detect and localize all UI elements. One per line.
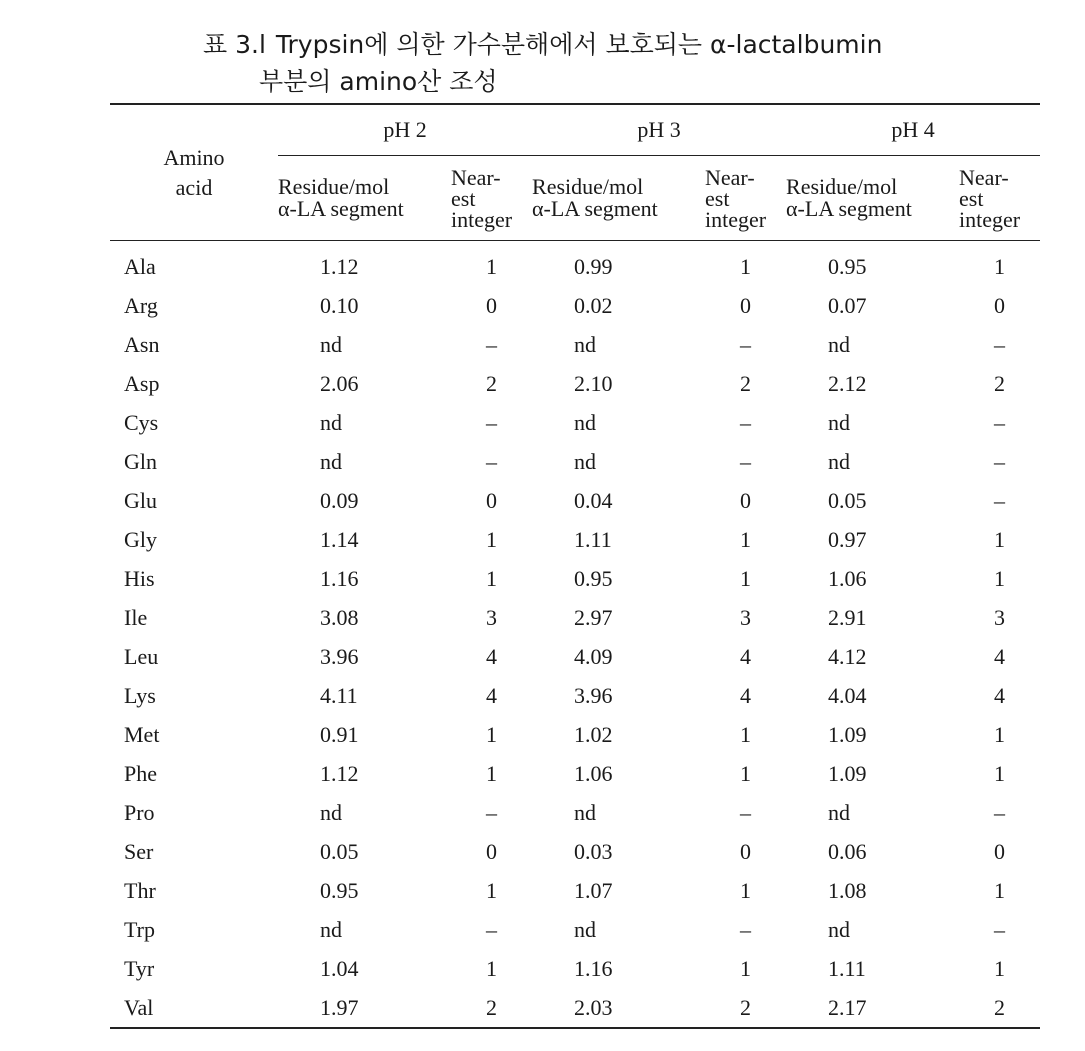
ph2-residue-value: nd	[320, 916, 342, 942]
ph4-residue-value: 4.12	[828, 643, 867, 669]
amino-acid-name: Ile	[124, 604, 148, 630]
ph3-integer-value: 2	[705, 988, 786, 1028]
table-row	[110, 559, 1040, 598]
ph3-residue-value: nd	[574, 916, 597, 942]
table-row	[110, 325, 1040, 364]
ph2-integer-value: –	[486, 409, 497, 435]
table-row	[110, 715, 1040, 754]
amino-acid-name: Leu	[124, 643, 159, 669]
ph4-residue-value: 2.17	[786, 988, 959, 1028]
table-caption	[203, 26, 882, 100]
table-row	[110, 481, 1040, 520]
header-group-row	[110, 104, 1040, 156]
amino-acid-name: Asn	[124, 331, 160, 357]
table-row	[110, 676, 1040, 715]
ph2-integer-value: 0	[486, 292, 497, 318]
ph3-integer-value: –	[740, 799, 752, 825]
ph3-residue-value: 2.03	[532, 988, 705, 1028]
ph4-residue-value: nd	[828, 799, 851, 825]
ph2-nearest-integer-header: Near- est integer	[451, 156, 532, 241]
ph4-integer-value: 4	[994, 643, 1006, 669]
ph4-residue-value: 1.09	[828, 721, 867, 747]
table-row	[110, 754, 1040, 793]
ph2-residue-value: nd	[320, 331, 342, 357]
ph3-integer-value: –	[740, 448, 752, 474]
ph4-integer-value: –	[994, 331, 1006, 357]
table-body	[110, 241, 1040, 1029]
ph4-residue-value: 2.91	[828, 604, 867, 630]
ph4-integer-value: 1	[994, 760, 1006, 786]
ph4-integer-value: 1	[994, 253, 1006, 279]
ph4-integer-value: 4	[994, 682, 1006, 708]
table-row	[110, 988, 1040, 1028]
ph3-integer-value: 1	[740, 721, 752, 747]
ph3-residue-value: nd	[574, 799, 597, 825]
ph2-residue-value: 1.12	[320, 253, 359, 279]
ph2-integer-value: –	[486, 448, 497, 474]
ph3-integer-value: 4	[740, 643, 752, 669]
ph4-residue-value: 4.04	[828, 682, 867, 708]
ph4-integer-value: 1	[994, 565, 1006, 591]
amino-acid-name: His	[124, 565, 155, 591]
amino-acid-name: Asp	[124, 370, 160, 396]
ph2-residue-value: 0.95	[320, 877, 359, 903]
ph3-integer-value: 1	[740, 565, 752, 591]
amino-acid-name: Cys	[124, 409, 159, 435]
ph2-integer-value: 1	[486, 877, 497, 903]
ph4-integer-value: 0	[994, 838, 1006, 864]
ph3-integer-value: 3	[740, 604, 752, 630]
table-row	[110, 403, 1040, 442]
ph3-integer-value: 0	[740, 838, 752, 864]
ph2-residue-value: 2.06	[320, 370, 359, 396]
ph2-residue-value: 1.97	[278, 988, 451, 1028]
table-header	[110, 104, 1040, 241]
ph3-integer-value: 4	[740, 682, 752, 708]
ph4-integer-value: 1	[994, 877, 1006, 903]
ph4-residue-value: nd	[828, 409, 851, 435]
ph3-integer-value: 0	[740, 292, 752, 318]
ph4-integer-value: 2	[959, 988, 1040, 1028]
ph2-integer-value: 4	[486, 682, 497, 708]
ph2-group-header: pH 2	[278, 104, 532, 156]
ph2-residue-value: nd	[320, 448, 342, 474]
ph4-residue-value: 2.12	[828, 370, 867, 396]
ph3-integer-value: 1	[740, 955, 752, 981]
ph4-integer-value: 1	[994, 721, 1006, 747]
table-number: 표 3.l	[203, 30, 266, 59]
ph3-residue-value: 1.11	[574, 526, 612, 552]
table-row	[110, 910, 1040, 949]
ph2-residue-value: 1.04	[320, 955, 359, 981]
amino-acid-name: Glu	[124, 487, 157, 513]
ph3-residue-value: 0.02	[574, 292, 613, 318]
ph2-integer-value: 1	[486, 526, 497, 552]
ph2-integer-value: 4	[486, 643, 497, 669]
ph3-integer-value: 1	[740, 526, 752, 552]
ph3-residue-value: 2.97	[574, 604, 613, 630]
table-row	[110, 442, 1040, 481]
ph2-residue-value: 3.96	[320, 643, 359, 669]
ph2-residue-value: 4.11	[320, 682, 358, 708]
ph4-residue-value: 1.08	[828, 877, 867, 903]
ph3-residue-value: 0.99	[574, 253, 613, 279]
ph3-residue-value: 0.04	[574, 487, 613, 513]
amino-acid-name: Phe	[124, 760, 157, 786]
ph3-integer-value: 0	[740, 487, 752, 513]
ph2-residue-value: nd	[320, 799, 342, 825]
ph4-residue-value: nd	[828, 331, 851, 357]
amino-acid-name: Trp	[124, 916, 155, 942]
ph3-residue-value: 1.16	[574, 955, 613, 981]
ph4-integer-value: 0	[994, 292, 1006, 318]
ph2-integer-value: 1	[486, 721, 497, 747]
ph3-residue-value: 3.96	[574, 682, 613, 708]
ph2-residue-header: Residue/mol α-LA segment	[278, 156, 451, 241]
ph3-integer-value: 2	[740, 370, 752, 396]
amino-acid-name: Pro	[124, 799, 155, 825]
ph4-integer-value: 1	[994, 955, 1006, 981]
ph3-residue-value: nd	[574, 331, 597, 357]
ph2-integer-value: 0	[486, 838, 497, 864]
ph4-integer-value: –	[994, 916, 1006, 942]
ph4-residue-value: 0.97	[828, 526, 867, 552]
ph2-residue-value: 0.91	[320, 721, 359, 747]
ph2-residue-value: 0.10	[320, 292, 359, 318]
ph3-residue-value: 1.06	[574, 760, 613, 786]
ph4-residue-value: 0.06	[828, 838, 867, 864]
ph4-integer-value: –	[994, 799, 1006, 825]
ph4-integer-value: 1	[994, 526, 1006, 552]
ph4-residue-value: 1.09	[828, 760, 867, 786]
amino-acid-name: Ala	[124, 253, 156, 279]
ph3-residue-value: 2.10	[574, 370, 613, 396]
ph2-residue-value: 1.16	[320, 565, 359, 591]
ph3-integer-value: –	[740, 409, 752, 435]
amino-acid-name: Met	[124, 721, 160, 747]
ph4-integer-value: 3	[994, 604, 1006, 630]
ph4-nearest-integer-header: Near- est integer	[959, 156, 1040, 241]
ph3-integer-value: 1	[740, 253, 752, 279]
ph2-integer-value: 1	[486, 253, 497, 279]
table-row	[110, 241, 1040, 287]
amino-acid-table-container	[110, 103, 1040, 1029]
table-row	[110, 637, 1040, 676]
ph3-integer-value: –	[740, 331, 752, 357]
ph2-integer-value: 1	[486, 955, 497, 981]
ph4-integer-value: –	[994, 448, 1006, 474]
ph2-integer-value: –	[486, 799, 497, 825]
amino-acid-name: Gly	[124, 526, 157, 552]
amino-acid-name: Lys	[124, 682, 156, 708]
ph4-group-header: pH 4	[786, 104, 1040, 156]
ph2-integer-value: 1	[486, 760, 497, 786]
ph3-integer-value: 1	[740, 877, 752, 903]
ph2-integer-value: 2	[486, 370, 497, 396]
ph3-residue-header: Residue/mol α-LA segment	[532, 156, 705, 241]
ph2-integer-value: –	[486, 916, 497, 942]
ph2-integer-value: 1	[486, 565, 497, 591]
ph4-residue-value: 1.11	[828, 955, 866, 981]
ph2-residue-value: nd	[320, 409, 342, 435]
table-row	[110, 364, 1040, 403]
ph4-residue-header: Residue/mol α-LA segment	[786, 156, 959, 241]
amino-acid-table	[110, 103, 1040, 1029]
ph4-residue-value: 0.07	[828, 292, 867, 318]
ph2-integer-value: 0	[486, 487, 497, 513]
ph3-residue-value: nd	[574, 409, 597, 435]
table-row	[110, 286, 1040, 325]
ph3-integer-value: 1	[740, 760, 752, 786]
ph2-residue-value: 0.05	[320, 838, 359, 864]
ph4-residue-value: nd	[828, 448, 851, 474]
ph3-residue-value: 1.02	[574, 721, 613, 747]
caption-line-1: Trypsin에 의한 가수분해에서 보호되는 α-lactalbumin	[275, 30, 883, 59]
caption-line-2: 부분의 amino산 조성	[259, 67, 498, 96]
ph3-group-header: pH 3	[532, 104, 786, 156]
ph4-residue-value: 0.05	[828, 487, 867, 513]
ph4-residue-value: nd	[828, 916, 851, 942]
ph3-nearest-integer-header: Near- est integer	[705, 156, 786, 241]
ph4-residue-value: 1.06	[828, 565, 867, 591]
table-row	[110, 793, 1040, 832]
ph2-integer-value: 3	[486, 604, 497, 630]
ph2-residue-value: 1.14	[320, 526, 359, 552]
table-row	[110, 832, 1040, 871]
ph3-residue-value: 0.95	[574, 565, 613, 591]
ph3-residue-value: 4.09	[574, 643, 613, 669]
ph2-integer-value: –	[486, 331, 497, 357]
ph3-residue-value: 0.03	[574, 838, 613, 864]
ph3-residue-value: nd	[574, 448, 597, 474]
amino-acid-name: Arg	[124, 292, 158, 318]
table-row	[110, 520, 1040, 559]
table-row	[110, 598, 1040, 637]
table-row	[110, 949, 1040, 988]
amino-acid-column-header: Amino acid	[110, 104, 278, 241]
ph3-residue-value: 1.07	[574, 877, 613, 903]
amino-acid-name: Ser	[124, 838, 154, 864]
ph4-integer-value: –	[994, 487, 1006, 513]
table-row	[110, 871, 1040, 910]
ph3-integer-value: –	[740, 916, 752, 942]
ph2-integer-value: 2	[451, 988, 532, 1028]
ph4-integer-value: –	[994, 409, 1006, 435]
amino-acid-name: Val	[110, 988, 278, 1028]
ph4-residue-value: 0.95	[828, 253, 867, 279]
amino-acid-name: Tyr	[124, 955, 155, 981]
ph2-residue-value: 0.09	[320, 487, 359, 513]
amino-acid-name: Gln	[124, 448, 157, 474]
ph2-residue-value: 3.08	[320, 604, 359, 630]
amino-acid-name: Thr	[124, 877, 156, 903]
ph2-residue-value: 1.12	[320, 760, 359, 786]
ph4-integer-value: 2	[994, 370, 1006, 396]
